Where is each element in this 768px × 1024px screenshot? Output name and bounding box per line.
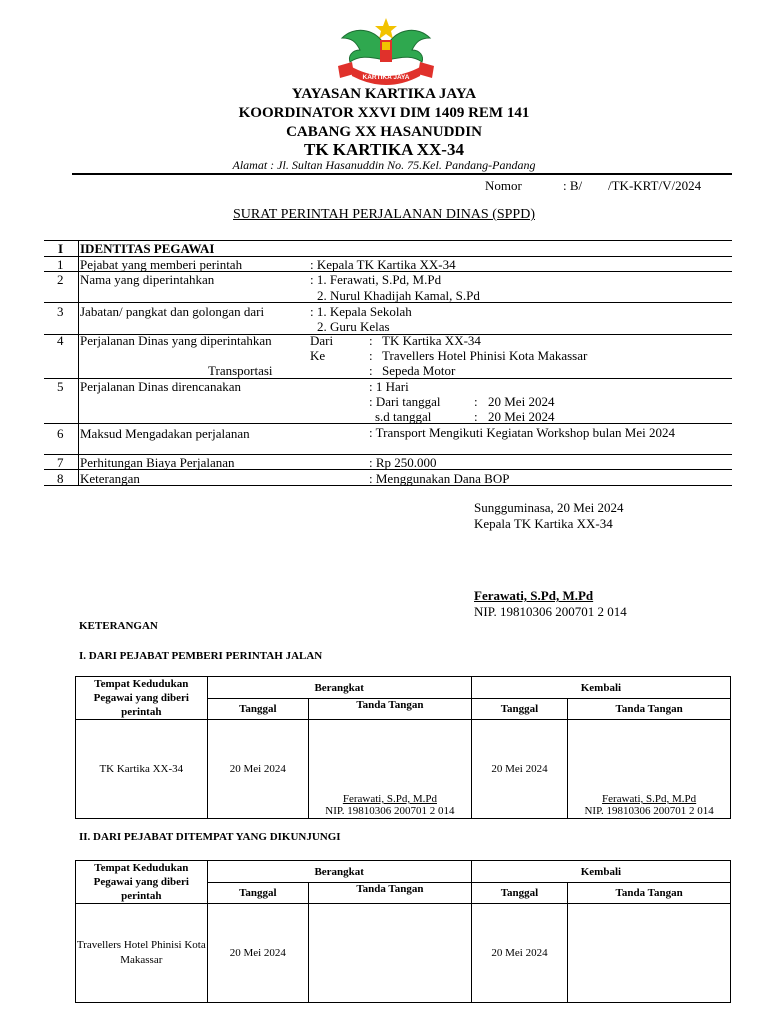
col-place-header: Tempat Kedudukan Pegawai yang diberi perintah: [76, 677, 208, 720]
col-date-header: Tanggal: [207, 883, 308, 904]
row-value: : 1. Kepala Sekolah: [310, 304, 412, 319]
logo-banner-text: KARTIKA JAYA: [362, 74, 410, 81]
row-number: 7: [57, 455, 64, 470]
col-depart-header: Berangkat: [207, 861, 471, 883]
col-date-header: Tanggal: [471, 699, 567, 720]
signature-name: Ferawati, S.Pd, M.Pd: [474, 588, 594, 603]
star-emblem-icon: [375, 18, 397, 39]
nomor-sep: : B/: [563, 178, 583, 193]
col-date-header: Tanggal: [207, 699, 308, 720]
return-date-cell: 20 Mei 2024: [471, 720, 567, 819]
section-title: IDENTITAS PEGAWAI: [80, 241, 215, 256]
section1-table: [75, 676, 731, 819]
keterangan-heading: KETERANGAN: [79, 620, 158, 632]
nomor-label: Nomor: [485, 178, 522, 193]
row-number: 4: [57, 333, 64, 348]
row-number: 3: [57, 304, 64, 319]
row-number: 1: [57, 257, 64, 272]
row-value: : Menggunakan Dana BOP: [369, 471, 510, 486]
row-value: : Kepala TK Kartika XX-34: [310, 257, 456, 272]
signature-position: Kepala TK Kartika XX-34: [474, 516, 613, 531]
col-sign-header: Tanda Tangan: [309, 883, 472, 904]
colon: :: [474, 409, 478, 424]
place-cell: Travellers Hotel Phinisi Kota Makassar: [76, 904, 208, 1003]
depart-date-cell: 20 Mei 2024: [207, 720, 308, 819]
row-label: Perjalanan Dinas direncanakan: [80, 379, 241, 394]
col-return-header: Kembali: [471, 861, 730, 883]
sd-tanggal-label: s.d tanggal: [375, 409, 432, 424]
row-number: 5: [57, 379, 64, 394]
row-label: Perjalanan Dinas yang diperintahkan: [80, 333, 272, 348]
col-date-header: Tanggal: [471, 883, 567, 904]
col-return-header: Kembali: [471, 677, 730, 699]
row-label: Nama yang diperintahkan: [80, 272, 215, 287]
row-value: 20 Mei 2024: [488, 394, 555, 409]
col-place-header: Tempat Kedudukan Pegawai yang diberi perintah: [76, 861, 208, 904]
signer-name: Ferawati, S.Pd, M.Pd: [342, 793, 437, 805]
col-sign-header: Tanda Tangan: [568, 883, 731, 904]
row-value: 2. Guru Kelas: [317, 319, 390, 334]
depart-sign-cell: [309, 720, 472, 819]
depart-date-cell: 20 Mei 2024: [207, 904, 308, 1003]
kartika-jaya-logo: [334, 16, 438, 88]
colon: :: [474, 394, 478, 409]
row-number: 2: [57, 272, 64, 287]
return-sign-cell: [568, 720, 731, 819]
row-value: 2. Nurul Khadijah Kamal, S.Pd: [317, 288, 480, 303]
place-cell: TK Kartika XX-34: [76, 720, 208, 819]
row-value: Sepeda Motor: [382, 363, 456, 378]
signer-name: Ferawati, S.Pd, M.Pd: [602, 793, 697, 805]
foundation-name: YAYASAN KARTIKA JAYA: [291, 86, 477, 102]
table-col-line: [78, 240, 79, 486]
section1-title: I. DARI PEJABAT PEMBERI PERINTAH JALAN: [79, 650, 323, 662]
header-divider: [72, 173, 732, 175]
colon: :: [369, 348, 373, 363]
signer-nip: NIP. 19810306 200701 2 014: [325, 805, 455, 817]
row-label: Transportasi: [208, 363, 273, 378]
section2-table: [75, 860, 731, 1003]
coordinator-name: KOORDINATOR XXVI DIM 1409 REM 141: [238, 105, 530, 121]
col-sign-header: Tanda Tangan: [309, 699, 472, 720]
row-value: TK Kartika XX-34: [382, 333, 481, 348]
ke-label: Ke: [310, 348, 326, 363]
nomor-value: /TK-KRT/V/2024: [608, 178, 702, 193]
branch-name: CABANG XX HASANUDDIN: [286, 124, 482, 140]
row-value: : 1. Ferawati, S.Pd, M.Pd: [310, 272, 442, 287]
dari-label: Dari: [310, 333, 334, 348]
signature-place-date: Sungguminasa, 20 Mei 2024: [474, 500, 624, 515]
colon: :: [369, 363, 373, 378]
section2-title: II. DARI PEJABAT DITEMPAT YANG DIKUNJUNGI: [79, 831, 341, 843]
row-number: 8: [57, 471, 64, 486]
section-number: I: [58, 241, 64, 256]
address: Alamat : Jl. Sultan Hasanuddin No. 75.Kel. Pandang-Pandang: [232, 158, 536, 172]
row-label: Pejabat yang memberi perintah: [80, 257, 243, 272]
row-label: Jabatan/ pangkat dan golongan dari: [80, 304, 265, 319]
return-sign-cell: [568, 904, 731, 1003]
row-value: : Transport Mengikuti Kegiatan Workshop bulan Mei 2024: [369, 425, 676, 440]
col-sign-header: Tanda Tangan: [568, 699, 731, 720]
col-depart-header: Berangkat: [207, 677, 471, 699]
row-value: : 1 Hari: [369, 379, 409, 394]
return-date-cell: 20 Mei 2024: [471, 904, 567, 1003]
signature-nip: NIP. 19810306 200701 2 014: [474, 604, 627, 619]
row-label: Keterangan: [80, 471, 140, 486]
row-number: 6: [57, 426, 64, 441]
depart-sign-cell: [309, 904, 472, 1003]
row-value: 20 Mei 2024: [488, 409, 555, 424]
dari-tanggal-label: : Dari tanggal: [369, 394, 441, 409]
colon: :: [369, 333, 373, 348]
row-label: Perhitungan Biaya Perjalanan: [80, 455, 235, 470]
row-label: Maksud Mengadakan perjalanan: [80, 426, 250, 441]
row-value: : Rp 250.000: [369, 455, 437, 470]
wing-right-icon: [388, 30, 430, 62]
row-value: Travellers Hotel Phinisi Kota Makassar: [382, 348, 588, 363]
signer-nip: NIP. 19810306 200701 2 014: [584, 805, 714, 817]
school-name: TK KARTIKA XX-34: [304, 140, 464, 159]
document-title: SURAT PERINTAH PERJALANAN DINAS (SPPD): [233, 207, 535, 222]
wing-left-icon: [342, 30, 384, 62]
